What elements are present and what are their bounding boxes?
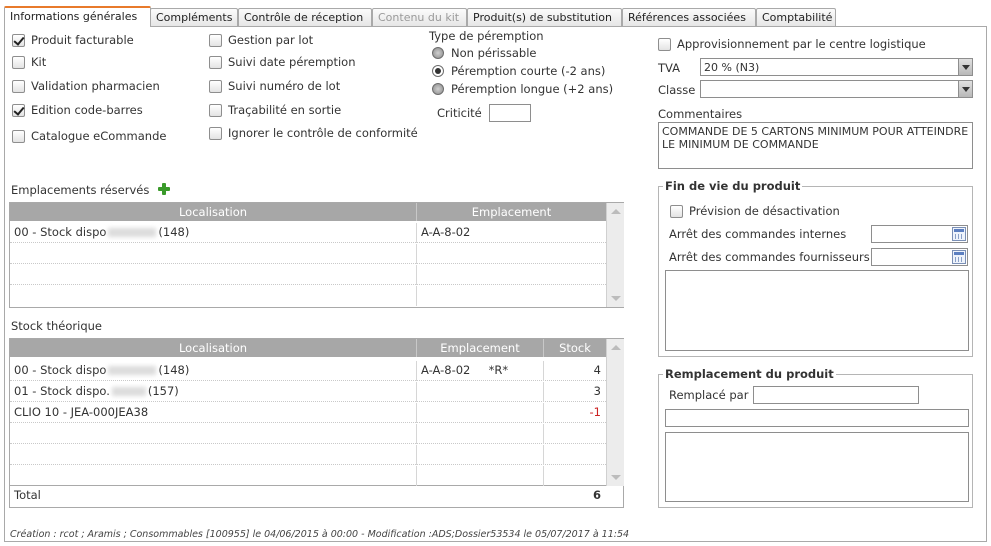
reserved-flag: *R*	[488, 363, 509, 377]
checkbox-edition-code-barres[interactable]	[12, 103, 143, 117]
column-header[interactable]: Stock	[559, 341, 591, 355]
checkbox-label: Gestion par lot	[228, 33, 314, 47]
classe-select[interactable]	[700, 80, 973, 98]
checkbox-label: Traçabilité en sortie	[228, 103, 342, 117]
chevron-down-icon[interactable]	[958, 59, 972, 75]
calendar-icon[interactable]	[952, 227, 966, 241]
add-icon[interactable]	[158, 183, 170, 195]
remplace-par-input[interactable]	[753, 386, 919, 404]
column-header[interactable]: Localisation	[10, 339, 417, 357]
checkbox-catalogue-ecommande[interactable]	[12, 129, 166, 143]
radio-peremption-longue[interactable]	[432, 82, 613, 96]
checkbox-prevision-desactivation[interactable]	[670, 204, 840, 218]
checkbox-label: Validation pharmacien	[31, 79, 160, 93]
emplacement-cell	[417, 382, 544, 402]
criticite-input[interactable]	[489, 104, 531, 122]
arret-commandes-internes-date[interactable]	[871, 225, 968, 243]
total-label: Total	[14, 488, 41, 502]
table-row[interactable]	[10, 244, 606, 264]
redacted-text	[108, 228, 156, 237]
table-row[interactable]	[10, 223, 606, 243]
remplace-par-label: Remplacé par	[669, 388, 749, 402]
checkbox-box[interactable]	[12, 104, 25, 117]
checkbox-box[interactable]	[670, 205, 683, 218]
scroll-up-icon[interactable]	[611, 209, 621, 214]
stock-cell: 4	[593, 363, 601, 377]
checkbox-label: Suivi numéro de lot	[228, 79, 341, 93]
localisation-cell: 01 - Stock dispo. (157)	[10, 382, 417, 402]
total-value: 6	[592, 488, 601, 502]
vertical-scrollbar[interactable]	[606, 339, 624, 486]
calendar-icon[interactable]	[952, 250, 966, 264]
localisation-cell: 00 - Stock dispo (148)	[10, 361, 417, 381]
checkbox-box[interactable]	[209, 127, 222, 140]
checkbox-box[interactable]	[209, 56, 222, 69]
checkbox-label: Suivi date péremption	[228, 55, 356, 69]
checkbox-gestion-par-lot[interactable]	[209, 33, 313, 47]
emplacement-cell	[417, 403, 544, 423]
peremption-title: Type de péremption	[429, 29, 544, 43]
remplacement-notes-textarea[interactable]	[665, 432, 969, 502]
checkbox-produit-facturable[interactable]	[12, 33, 134, 47]
tab-produits-substitution[interactable]: Produit(s) de substitution	[467, 8, 622, 26]
radio-button[interactable]	[432, 83, 444, 95]
scroll-down-icon[interactable]	[611, 296, 621, 301]
tva-select[interactable]	[700, 58, 973, 76]
table-row[interactable]	[10, 361, 606, 381]
emplacement-cell: A-A-8-02	[421, 225, 471, 239]
column-header[interactable]: Emplacement	[417, 339, 544, 357]
audit-footer: Création : rcot ; Aramis ; Consommables [100955] le 04/06/2015 à 00:00 - Modification :ADS;Dossier53534 le 05/07/2017 à 11:54	[10, 529, 630, 540]
commentaires-textarea[interactable]: COMMANDE DE 5 CARTONS MINIMUM POUR ATTEINDRE LE MINIMUM DE COMMANDE	[658, 122, 973, 169]
vertical-scrollbar[interactable]	[606, 203, 624, 307]
arret-commandes-internes-label: Arrêt des commandes internes	[669, 227, 847, 241]
emplacement-cell: A-A-8-02 *R*	[417, 361, 544, 381]
chevron-down-icon[interactable]	[958, 81, 972, 97]
grid-header	[10, 203, 606, 221]
table-row[interactable]	[10, 466, 606, 486]
checkbox-box[interactable]	[209, 34, 222, 47]
checkbox-label: Produit facturable	[31, 33, 134, 47]
checkbox-label: Ignorer le contrôle de conformité	[228, 126, 418, 140]
table-row[interactable]	[10, 286, 606, 306]
checkbox-box[interactable]	[658, 38, 671, 51]
redacted-text	[108, 366, 156, 375]
checkbox-tracabilite-sortie[interactable]	[209, 103, 341, 117]
checkbox-label: Kit	[31, 55, 47, 69]
fin-de-vie-legend: Fin de vie du produit	[665, 179, 801, 193]
emplacements-title: Emplacements réservés	[11, 183, 150, 197]
checkbox-box[interactable]	[209, 104, 222, 117]
radio-label: Péremption longue (+2 ans)	[451, 82, 614, 96]
table-row[interactable]	[10, 403, 606, 423]
checkbox-label: Catalogue eCommande	[31, 129, 167, 143]
stock-title: Stock théorique	[11, 319, 102, 333]
table-row[interactable]	[10, 424, 606, 444]
stock-grid	[9, 338, 624, 508]
checkbox-suivi-numero-lot[interactable]	[209, 79, 340, 93]
remplacement-detail-input[interactable]	[665, 409, 969, 427]
localisation-cell: 00 - Stock dispo (148)	[10, 223, 417, 243]
checkbox-label: Edition code-barres	[31, 103, 143, 117]
remplacement-legend: Remplacement du produit	[665, 367, 834, 381]
column-header[interactable]: Localisation	[10, 203, 417, 221]
tab-contenu-kit: Contenu du kit	[372, 8, 467, 26]
redacted-text	[112, 387, 146, 396]
table-row[interactable]	[10, 445, 606, 465]
criticite-label: Criticité	[437, 106, 482, 120]
radio-button[interactable]	[432, 47, 444, 59]
commentaires-label: Commentaires	[658, 107, 743, 121]
tab-informations-generales[interactable]: Informations générales	[4, 6, 151, 27]
radio-label: Non périssable	[451, 46, 537, 60]
checkbox-suivi-date-peremption[interactable]	[209, 55, 355, 69]
checkbox-label: Prévision de désactivation	[689, 204, 840, 218]
localisation-cell: CLIO 10 - JEA-000JEA38	[10, 403, 417, 423]
radio-peremption-courte[interactable]	[432, 64, 605, 78]
classe-label: Classe	[658, 83, 696, 97]
scroll-up-icon[interactable]	[611, 345, 621, 350]
table-row[interactable]	[10, 382, 606, 402]
checkbox-kit[interactable]	[12, 55, 46, 69]
scroll-down-icon[interactable]	[611, 475, 621, 480]
grid-header	[10, 339, 606, 357]
total-row	[10, 486, 623, 507]
tva-select-value: 20 % (N3)	[704, 61, 760, 74]
checkbox-approvisionnement-centre-logistique[interactable]	[658, 37, 926, 51]
table-row[interactable]	[10, 265, 606, 285]
emplacements-grid	[9, 202, 624, 308]
checkbox-box[interactable]	[12, 80, 25, 93]
stock-cell: -1	[589, 405, 601, 419]
column-header[interactable]: Emplacement	[471, 205, 552, 219]
tab-controle-reception[interactable]: Contrôle de réception	[238, 8, 372, 26]
radio-non-perissable[interactable]	[432, 46, 536, 60]
checkbox-ignorer-controle-conformite[interactable]	[209, 126, 418, 140]
radio-label: Péremption courte (-2 ans)	[451, 64, 606, 78]
stock-cell: 3	[593, 384, 601, 398]
checkbox-box[interactable]	[12, 34, 25, 47]
checkbox-validation-pharmacien[interactable]	[12, 79, 160, 93]
arret-commandes-fournisseurs-label: Arrêt des commandes fournisseurs	[669, 250, 870, 264]
checkbox-box[interactable]	[209, 80, 222, 93]
tva-label: TVA	[658, 61, 681, 75]
tab-complements[interactable]: Compléments	[150, 8, 238, 26]
tab-bar	[4, 6, 987, 26]
radio-button[interactable]	[432, 65, 444, 77]
checkbox-box[interactable]	[12, 56, 25, 69]
arret-commandes-fournisseurs-date[interactable]	[871, 248, 968, 266]
tab-comptabilite[interactable]: Comptabilité	[756, 8, 836, 26]
tab-references-associees[interactable]: Références associées	[622, 8, 756, 26]
checkbox-box[interactable]	[12, 130, 25, 143]
fin-de-vie-notes-textarea[interactable]	[665, 270, 969, 351]
checkbox-label: Approvisionnement par le centre logistique	[677, 37, 926, 51]
